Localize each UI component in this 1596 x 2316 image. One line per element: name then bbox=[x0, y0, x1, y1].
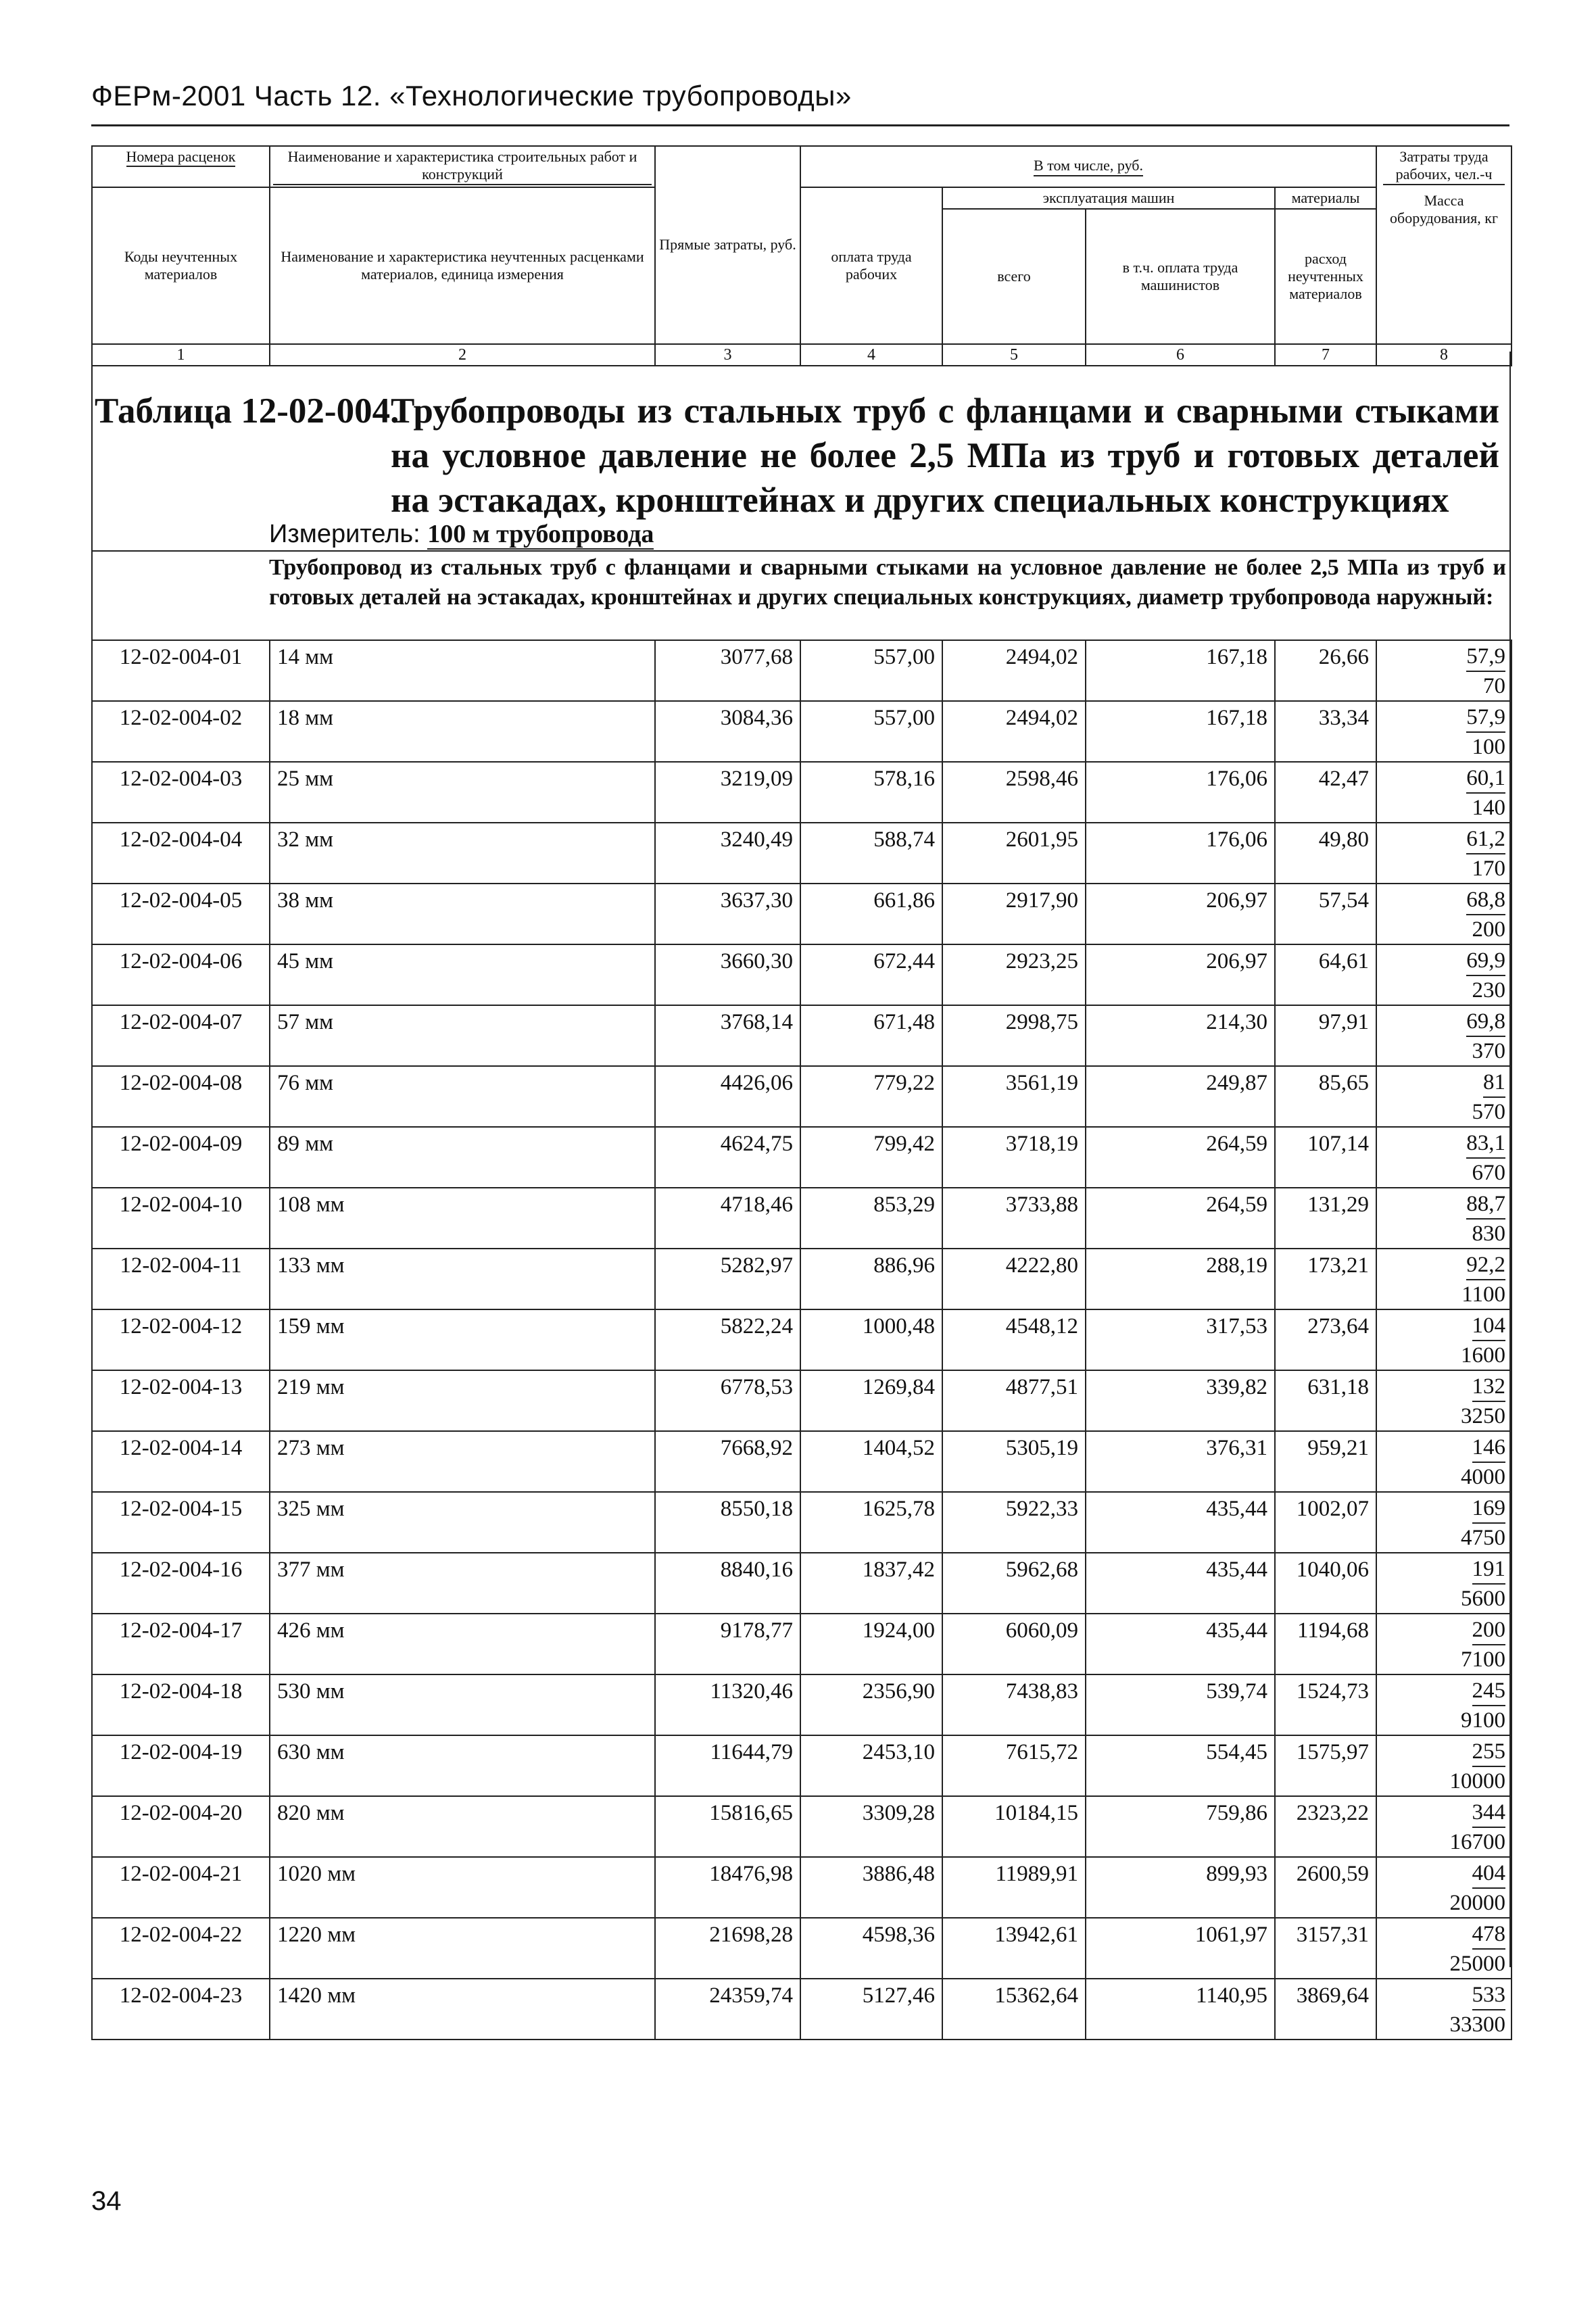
rate-code-cell: 12-02-004-02 bbox=[92, 701, 270, 762]
rate-code-cell: 12-02-004-06 bbox=[92, 944, 270, 1005]
materials-cost-cell: 1002,07 bbox=[1275, 1492, 1376, 1553]
pipe-diameter-cell: 1420 мм bbox=[270, 1979, 655, 2040]
table-number: Таблица 12-02-004. bbox=[95, 391, 400, 431]
pipe-diameter-cell: 108 мм bbox=[270, 1188, 655, 1249]
rate-code-cell: 12-02-004-05 bbox=[92, 884, 270, 944]
worker-wages-cell: 672,44 bbox=[800, 944, 942, 1005]
rate-code-cell: 12-02-004-01 bbox=[92, 640, 270, 701]
pipe-diameter-cell: 133 мм bbox=[270, 1249, 655, 1309]
labor-mass-cell bbox=[1376, 701, 1512, 762]
page-number: 34 bbox=[91, 2186, 122, 2216]
column-number: 1 bbox=[92, 344, 270, 366]
equipment-mass-value: 16700 bbox=[1449, 1830, 1505, 1854]
direct-costs-cell: 3219,09 bbox=[655, 762, 800, 823]
equipment-mass-value: 100 bbox=[1472, 735, 1505, 759]
materials-cost-cell: 33,34 bbox=[1275, 701, 1376, 762]
direct-costs-cell: 15816,65 bbox=[655, 1796, 800, 1857]
worker-wages-cell: 588,74 bbox=[800, 823, 942, 884]
equipment-mass-value: 230 bbox=[1472, 978, 1505, 1003]
labor-costs-value: 146 bbox=[1472, 1433, 1506, 1463]
labor-mass-cell bbox=[1376, 1979, 1512, 2040]
worker-wages-cell: 1924,00 bbox=[800, 1614, 942, 1674]
table-row bbox=[92, 1188, 1512, 1249]
machinist-wages-cell: 554,45 bbox=[1086, 1735, 1275, 1796]
pipe-diameter-cell: 426 мм bbox=[270, 1614, 655, 1674]
materials-cost-cell: 107,14 bbox=[1275, 1127, 1376, 1188]
rate-code-cell: 12-02-004-03 bbox=[92, 762, 270, 823]
table-row bbox=[92, 1492, 1512, 1553]
labor-mass-cell bbox=[1376, 1370, 1512, 1431]
section-heading: Трубопровод из стальных труб с фланцами и сварными стыками на условное давление не более 2,5 МПа из труб и готовых деталей на эстакадах, кронштейнах и других специальных конструкциях, диаметр трубопровода наружный: bbox=[269, 555, 1506, 610]
table-row bbox=[92, 1735, 1512, 1796]
machines-total-cell: 7438,83 bbox=[942, 1674, 1086, 1735]
worker-wages-cell: 578,16 bbox=[800, 762, 942, 823]
measure-unit bbox=[269, 519, 654, 549]
machinist-wages-cell: 759,86 bbox=[1086, 1796, 1275, 1857]
equipment-mass-value: 70 bbox=[1483, 674, 1505, 698]
labor-costs-value: 88,7 bbox=[1466, 1190, 1505, 1220]
labor-mass-cell bbox=[1376, 1431, 1512, 1492]
pipe-diameter-cell: 1020 мм bbox=[270, 1857, 655, 1918]
materials-cost-cell: 1524,73 bbox=[1275, 1674, 1376, 1735]
table-row bbox=[92, 762, 1512, 823]
table-row bbox=[92, 1979, 1512, 2040]
rate-code-cell: 12-02-004-23 bbox=[92, 1979, 270, 2040]
worker-wages-cell: 4598,36 bbox=[800, 1918, 942, 1979]
pipe-diameter-cell: 57 мм bbox=[270, 1005, 655, 1066]
machines-total-cell: 10184,15 bbox=[942, 1796, 1086, 1857]
materials-cost-cell: 131,29 bbox=[1275, 1188, 1376, 1249]
direct-costs-cell: 3077,68 bbox=[655, 640, 800, 701]
materials-cost-cell: 64,61 bbox=[1275, 944, 1376, 1005]
direct-costs-cell: 4426,06 bbox=[655, 1066, 800, 1127]
worker-wages-cell: 1000,48 bbox=[800, 1309, 942, 1370]
machines-total-cell: 5305,19 bbox=[942, 1431, 1086, 1492]
machines-total-cell: 3733,88 bbox=[942, 1188, 1086, 1249]
direct-costs-cell: 3240,49 bbox=[655, 823, 800, 884]
machinist-wages-cell: 339,82 bbox=[1086, 1370, 1275, 1431]
worker-wages-cell: 779,22 bbox=[800, 1066, 942, 1127]
materials-cost-cell: 42,47 bbox=[1275, 762, 1376, 823]
table-row bbox=[92, 701, 1512, 762]
labor-mass-cell bbox=[1376, 762, 1512, 823]
labor-costs-value: 404 bbox=[1472, 1859, 1506, 1889]
running-head: ФЕРм-2001 Часть 12. «Технологические трубопроводы» bbox=[91, 80, 852, 112]
header-labor-costs: Затраты труда рабочих, чел.-ч bbox=[1395, 148, 1493, 183]
direct-costs-cell: 18476,98 bbox=[655, 1857, 800, 1918]
materials-cost-cell: 26,66 bbox=[1275, 640, 1376, 701]
labor-costs-value: 92,2 bbox=[1466, 1251, 1505, 1280]
pipe-diameter-cell: 159 мм bbox=[270, 1309, 655, 1370]
equipment-mass-value: 5600 bbox=[1461, 1587, 1505, 1611]
header-direct-costs: Прямые затраты, руб. bbox=[655, 146, 800, 344]
table-row bbox=[92, 640, 1512, 701]
equipment-mass-value: 140 bbox=[1472, 796, 1505, 820]
equipment-mass-value: 10000 bbox=[1449, 1769, 1505, 1793]
table-row bbox=[92, 1005, 1512, 1066]
materials-cost-cell: 85,65 bbox=[1275, 1066, 1376, 1127]
machines-total-cell: 3718,19 bbox=[942, 1127, 1086, 1188]
worker-wages-cell: 799,42 bbox=[800, 1127, 942, 1188]
header-machine-operation: эксплуатация машин bbox=[942, 187, 1275, 209]
table-row bbox=[92, 1066, 1512, 1127]
direct-costs-cell: 4624,75 bbox=[655, 1127, 800, 1188]
pipe-diameter-cell: 219 мм bbox=[270, 1370, 655, 1431]
machines-total-cell: 7615,72 bbox=[942, 1735, 1086, 1796]
pipe-diameter-cell: 25 мм bbox=[270, 762, 655, 823]
labor-mass-cell bbox=[1376, 1492, 1512, 1553]
pipe-diameter-cell: 89 мм bbox=[270, 1127, 655, 1188]
header-labor-mass bbox=[1376, 146, 1512, 344]
machinist-wages-cell: 539,74 bbox=[1086, 1674, 1275, 1735]
worker-wages-cell: 886,96 bbox=[800, 1249, 942, 1309]
materials-cost-cell: 97,91 bbox=[1275, 1005, 1376, 1066]
pipe-diameter-cell: 32 мм bbox=[270, 823, 655, 884]
header-work-name: Наименование и характеристика строительных работ и конструкций bbox=[270, 146, 655, 187]
column-number: 8 bbox=[1376, 344, 1512, 366]
labor-mass-cell bbox=[1376, 823, 1512, 884]
machines-total-cell: 4877,51 bbox=[942, 1370, 1086, 1431]
labor-mass-cell bbox=[1376, 1918, 1512, 1979]
measure-rule bbox=[91, 550, 1511, 552]
direct-costs-cell: 8840,16 bbox=[655, 1553, 800, 1614]
equipment-mass-value: 7100 bbox=[1461, 1647, 1505, 1672]
materials-cost-cell: 57,54 bbox=[1275, 884, 1376, 944]
rate-code-cell: 12-02-004-09 bbox=[92, 1127, 270, 1188]
materials-cost-cell: 2600,59 bbox=[1275, 1857, 1376, 1918]
machines-total-cell: 4548,12 bbox=[942, 1309, 1086, 1370]
machines-total-cell: 13942,61 bbox=[942, 1918, 1086, 1979]
worker-wages-cell: 557,00 bbox=[800, 640, 942, 701]
header-material-name: Наименование и характеристика неучтенных расценками материалов, единица измерения bbox=[270, 187, 655, 344]
direct-costs-cell: 3768,14 bbox=[655, 1005, 800, 1066]
labor-mass-cell bbox=[1376, 1735, 1512, 1796]
rate-code-cell: 12-02-004-12 bbox=[92, 1309, 270, 1370]
machines-total-cell: 3561,19 bbox=[942, 1066, 1086, 1127]
worker-wages-cell: 2356,90 bbox=[800, 1674, 942, 1735]
direct-costs-cell: 3637,30 bbox=[655, 884, 800, 944]
worker-wages-cell: 671,48 bbox=[800, 1005, 942, 1066]
labor-mass-cell bbox=[1376, 1066, 1512, 1127]
labor-mass-cell bbox=[1376, 1005, 1512, 1066]
worker-wages-cell: 1269,84 bbox=[800, 1370, 942, 1431]
labor-mass-cell bbox=[1376, 1674, 1512, 1735]
table-title-text: Трубопроводы из стальных труб с фланцами и сварными стыками на условное давление не более 2,5 МПа из труб и готовых деталей на эстакадах, кронштейнах и других специальных конструкциях bbox=[391, 391, 1499, 520]
header-equipment-mass: Масса оборудования, кг bbox=[1383, 184, 1505, 228]
materials-cost-cell: 173,21 bbox=[1275, 1249, 1376, 1309]
labor-costs-value: 61,2 bbox=[1466, 825, 1505, 854]
column-number: 5 bbox=[942, 344, 1086, 366]
labor-mass-cell bbox=[1376, 1553, 1512, 1614]
column-number: 6 bbox=[1086, 344, 1275, 366]
equipment-mass-value: 170 bbox=[1472, 857, 1505, 881]
rate-code-cell: 12-02-004-11 bbox=[92, 1249, 270, 1309]
direct-costs-cell: 5282,97 bbox=[655, 1249, 800, 1309]
labor-costs-value: 344 bbox=[1472, 1798, 1506, 1828]
table-row bbox=[92, 1553, 1512, 1614]
machinist-wages-cell: 899,93 bbox=[1086, 1857, 1275, 1918]
materials-cost-cell: 1040,06 bbox=[1275, 1553, 1376, 1614]
worker-wages-cell: 1625,78 bbox=[800, 1492, 942, 1553]
materials-cost-cell: 959,21 bbox=[1275, 1431, 1376, 1492]
pipe-diameter-cell: 630 мм bbox=[270, 1735, 655, 1796]
labor-costs-value: 68,8 bbox=[1466, 886, 1505, 915]
rates-table-body bbox=[92, 640, 1512, 2040]
machines-total-cell: 2923,25 bbox=[942, 944, 1086, 1005]
machines-total-cell: 2917,90 bbox=[942, 884, 1086, 944]
materials-cost-cell: 2323,22 bbox=[1275, 1796, 1376, 1857]
pipe-diameter-cell: 1220 мм bbox=[270, 1918, 655, 1979]
header-materials: материалы bbox=[1275, 187, 1376, 209]
machinist-wages-cell: 176,06 bbox=[1086, 823, 1275, 884]
machines-total-cell: 4222,80 bbox=[942, 1249, 1086, 1309]
equipment-mass-value: 670 bbox=[1472, 1161, 1505, 1185]
labor-mass-cell bbox=[1376, 1127, 1512, 1188]
machinist-wages-cell: 435,44 bbox=[1086, 1492, 1275, 1553]
labor-mass-cell bbox=[1376, 1249, 1512, 1309]
labor-costs-value: 255 bbox=[1472, 1737, 1506, 1767]
worker-wages-cell: 5127,46 bbox=[800, 1979, 942, 2040]
machinist-wages-cell: 214,30 bbox=[1086, 1005, 1275, 1066]
rate-code-cell: 12-02-004-18 bbox=[92, 1674, 270, 1735]
equipment-mass-value: 4750 bbox=[1461, 1526, 1505, 1550]
table-row bbox=[92, 884, 1512, 944]
rate-code-cell: 12-02-004-19 bbox=[92, 1735, 270, 1796]
labor-costs-value: 478 bbox=[1472, 1920, 1506, 1950]
machinist-wages-cell: 206,97 bbox=[1086, 944, 1275, 1005]
machines-total-cell: 6060,09 bbox=[942, 1614, 1086, 1674]
table-row bbox=[92, 1309, 1512, 1370]
labor-mass-cell bbox=[1376, 1309, 1512, 1370]
header-including: В том числе, руб. bbox=[800, 146, 1376, 187]
rate-code-cell: 12-02-004-04 bbox=[92, 823, 270, 884]
direct-costs-cell: 6778,53 bbox=[655, 1370, 800, 1431]
equipment-mass-value: 370 bbox=[1472, 1039, 1505, 1063]
table-row bbox=[92, 1857, 1512, 1918]
machinist-wages-cell: 317,53 bbox=[1086, 1309, 1275, 1370]
labor-costs-value: 191 bbox=[1472, 1555, 1506, 1585]
pipe-diameter-cell: 14 мм bbox=[270, 640, 655, 701]
labor-mass-cell bbox=[1376, 1796, 1512, 1857]
labor-mass-cell bbox=[1376, 640, 1512, 701]
rate-code-cell: 12-02-004-08 bbox=[92, 1066, 270, 1127]
column-number: 2 bbox=[270, 344, 655, 366]
rate-code-cell: 12-02-004-16 bbox=[92, 1553, 270, 1614]
rate-code-cell: 12-02-004-10 bbox=[92, 1188, 270, 1249]
table-row bbox=[92, 1431, 1512, 1492]
rate-code-cell: 12-02-004-14 bbox=[92, 1431, 270, 1492]
pipe-diameter-cell: 38 мм bbox=[270, 884, 655, 944]
header-material-consumption: расход неучтенных материалов bbox=[1275, 209, 1376, 344]
measure-value: 100 м трубопровода bbox=[427, 520, 654, 548]
rate-code-cell: 12-02-004-17 bbox=[92, 1614, 270, 1674]
pipe-diameter-cell: 377 мм bbox=[270, 1553, 655, 1614]
materials-cost-cell: 1194,68 bbox=[1275, 1614, 1376, 1674]
equipment-mass-value: 3250 bbox=[1461, 1404, 1505, 1428]
direct-costs-cell: 24359,74 bbox=[655, 1979, 800, 2040]
table-row bbox=[92, 1796, 1512, 1857]
table-row bbox=[92, 1674, 1512, 1735]
machinist-wages-cell: 176,06 bbox=[1086, 762, 1275, 823]
rate-code-cell: 12-02-004-20 bbox=[92, 1796, 270, 1857]
materials-cost-cell: 3869,64 bbox=[1275, 1979, 1376, 2040]
direct-costs-cell: 21698,28 bbox=[655, 1918, 800, 1979]
machinist-wages-cell: 1061,97 bbox=[1086, 1918, 1275, 1979]
table-row bbox=[92, 1127, 1512, 1188]
rate-code-cell: 12-02-004-07 bbox=[92, 1005, 270, 1066]
column-number: 3 bbox=[655, 344, 800, 366]
equipment-mass-value: 570 bbox=[1472, 1100, 1505, 1124]
machinist-wages-cell: 264,59 bbox=[1086, 1188, 1275, 1249]
rate-code-cell: 12-02-004-22 bbox=[92, 1918, 270, 1979]
worker-wages-cell: 3886,48 bbox=[800, 1857, 942, 1918]
header-rule bbox=[91, 124, 1509, 126]
labor-costs-value: 169 bbox=[1472, 1494, 1506, 1524]
direct-costs-cell: 4718,46 bbox=[655, 1188, 800, 1249]
header-material-codes: Коды неучтенных материалов bbox=[92, 187, 270, 344]
pipe-diameter-cell: 76 мм bbox=[270, 1066, 655, 1127]
machines-total-cell: 2998,75 bbox=[942, 1005, 1086, 1066]
table-row bbox=[92, 944, 1512, 1005]
labor-costs-value: 60,1 bbox=[1466, 764, 1505, 794]
labor-costs-value: 69,9 bbox=[1466, 946, 1505, 976]
equipment-mass-value: 20000 bbox=[1449, 1891, 1505, 1915]
rate-code-cell: 12-02-004-15 bbox=[92, 1492, 270, 1553]
direct-costs-cell: 7668,92 bbox=[655, 1431, 800, 1492]
machinist-wages-cell: 167,18 bbox=[1086, 640, 1275, 701]
labor-mass-cell bbox=[1376, 944, 1512, 1005]
header-worker-wages: оплата труда рабочих bbox=[800, 187, 942, 344]
materials-cost-cell: 273,64 bbox=[1275, 1309, 1376, 1370]
direct-costs-cell: 8550,18 bbox=[655, 1492, 800, 1553]
worker-wages-cell: 2453,10 bbox=[800, 1735, 942, 1796]
labor-costs-value: 104 bbox=[1472, 1311, 1506, 1341]
labor-mass-cell bbox=[1376, 1614, 1512, 1674]
pipe-diameter-cell: 530 мм bbox=[270, 1674, 655, 1735]
worker-wages-cell: 853,29 bbox=[800, 1188, 942, 1249]
equipment-mass-value: 4000 bbox=[1461, 1465, 1505, 1489]
equipment-mass-value: 830 bbox=[1472, 1222, 1505, 1246]
table-row bbox=[92, 1249, 1512, 1309]
labor-costs-value: 57,9 bbox=[1466, 642, 1505, 672]
equipment-mass-value: 1100 bbox=[1461, 1282, 1505, 1307]
worker-wages-cell: 3309,28 bbox=[800, 1796, 942, 1857]
direct-costs-cell: 11320,46 bbox=[655, 1674, 800, 1735]
column-number: 4 bbox=[800, 344, 942, 366]
worker-wages-cell: 1404,52 bbox=[800, 1431, 942, 1492]
machinist-wages-cell: 206,97 bbox=[1086, 884, 1275, 944]
materials-cost-cell: 49,80 bbox=[1275, 823, 1376, 884]
machinist-wages-cell: 435,44 bbox=[1086, 1553, 1275, 1614]
worker-wages-cell: 557,00 bbox=[800, 701, 942, 762]
machinist-wages-cell: 264,59 bbox=[1086, 1127, 1275, 1188]
column-number: 7 bbox=[1275, 344, 1376, 366]
labor-costs-value: 81 bbox=[1483, 1068, 1505, 1098]
rate-code-cell: 12-02-004-13 bbox=[92, 1370, 270, 1431]
labor-costs-value: 533 bbox=[1472, 1981, 1506, 2010]
machinist-wages-cell: 167,18 bbox=[1086, 701, 1275, 762]
direct-costs-cell: 11644,79 bbox=[655, 1735, 800, 1796]
labor-costs-value: 245 bbox=[1472, 1676, 1506, 1706]
pipe-diameter-cell: 325 мм bbox=[270, 1492, 655, 1553]
rates-table bbox=[91, 640, 1512, 2040]
direct-costs-cell: 3084,36 bbox=[655, 701, 800, 762]
labor-costs-value: 132 bbox=[1472, 1372, 1506, 1402]
table-row bbox=[92, 1614, 1512, 1674]
header-machinist-wages: в т.ч. оплата труда машинистов bbox=[1086, 209, 1275, 344]
direct-costs-cell: 5822,24 bbox=[655, 1309, 800, 1370]
pipe-diameter-cell: 18 мм bbox=[270, 701, 655, 762]
header-machines-total: всего bbox=[942, 209, 1086, 344]
equipment-mass-value: 33300 bbox=[1449, 2012, 1505, 2037]
labor-mass-cell bbox=[1376, 1857, 1512, 1918]
direct-costs-cell: 3660,30 bbox=[655, 944, 800, 1005]
machinist-wages-cell: 376,31 bbox=[1086, 1431, 1275, 1492]
table-row bbox=[92, 823, 1512, 884]
column-header-table bbox=[91, 145, 1512, 366]
labor-mass-cell bbox=[1376, 1188, 1512, 1249]
machines-total-cell: 2494,02 bbox=[942, 701, 1086, 762]
pipe-diameter-cell: 45 мм bbox=[270, 944, 655, 1005]
rate-code-cell: 12-02-004-21 bbox=[92, 1857, 270, 1918]
machines-total-cell: 5962,68 bbox=[942, 1553, 1086, 1614]
labor-costs-value: 83,1 bbox=[1466, 1129, 1505, 1159]
machines-total-cell: 11989,91 bbox=[942, 1857, 1086, 1918]
table-row bbox=[92, 1918, 1512, 1979]
materials-cost-cell: 3157,31 bbox=[1275, 1918, 1376, 1979]
header-rate-numbers: Номера расценок bbox=[92, 146, 270, 187]
materials-cost-cell: 1575,97 bbox=[1275, 1735, 1376, 1796]
labor-costs-value: 57,9 bbox=[1466, 703, 1505, 733]
machines-total-cell: 2598,46 bbox=[942, 762, 1086, 823]
table-row bbox=[92, 1370, 1512, 1431]
machinist-wages-cell: 249,87 bbox=[1086, 1066, 1275, 1127]
labor-mass-cell bbox=[1376, 884, 1512, 944]
pipe-diameter-cell: 273 мм bbox=[270, 1431, 655, 1492]
equipment-mass-value: 1600 bbox=[1461, 1343, 1505, 1368]
equipment-mass-value: 200 bbox=[1472, 917, 1505, 942]
machines-total-cell: 2601,95 bbox=[942, 823, 1086, 884]
labor-costs-value: 69,8 bbox=[1466, 1007, 1505, 1037]
materials-cost-cell: 631,18 bbox=[1275, 1370, 1376, 1431]
machinist-wages-cell: 435,44 bbox=[1086, 1614, 1275, 1674]
machines-total-cell: 2494,02 bbox=[942, 640, 1086, 701]
labor-costs-value: 200 bbox=[1472, 1616, 1506, 1645]
machinist-wages-cell: 1140,95 bbox=[1086, 1979, 1275, 2040]
equipment-mass-value: 25000 bbox=[1449, 1952, 1505, 1976]
worker-wages-cell: 661,86 bbox=[800, 884, 942, 944]
machines-total-cell: 15362,64 bbox=[942, 1979, 1086, 2040]
equipment-mass-value: 9100 bbox=[1461, 1708, 1505, 1733]
machinist-wages-cell: 288,19 bbox=[1086, 1249, 1275, 1309]
machines-total-cell: 5922,33 bbox=[942, 1492, 1086, 1553]
measure-label: Измеритель: bbox=[269, 520, 420, 548]
worker-wages-cell: 1837,42 bbox=[800, 1553, 942, 1614]
direct-costs-cell: 9178,77 bbox=[655, 1614, 800, 1674]
pipe-diameter-cell: 820 мм bbox=[270, 1796, 655, 1857]
